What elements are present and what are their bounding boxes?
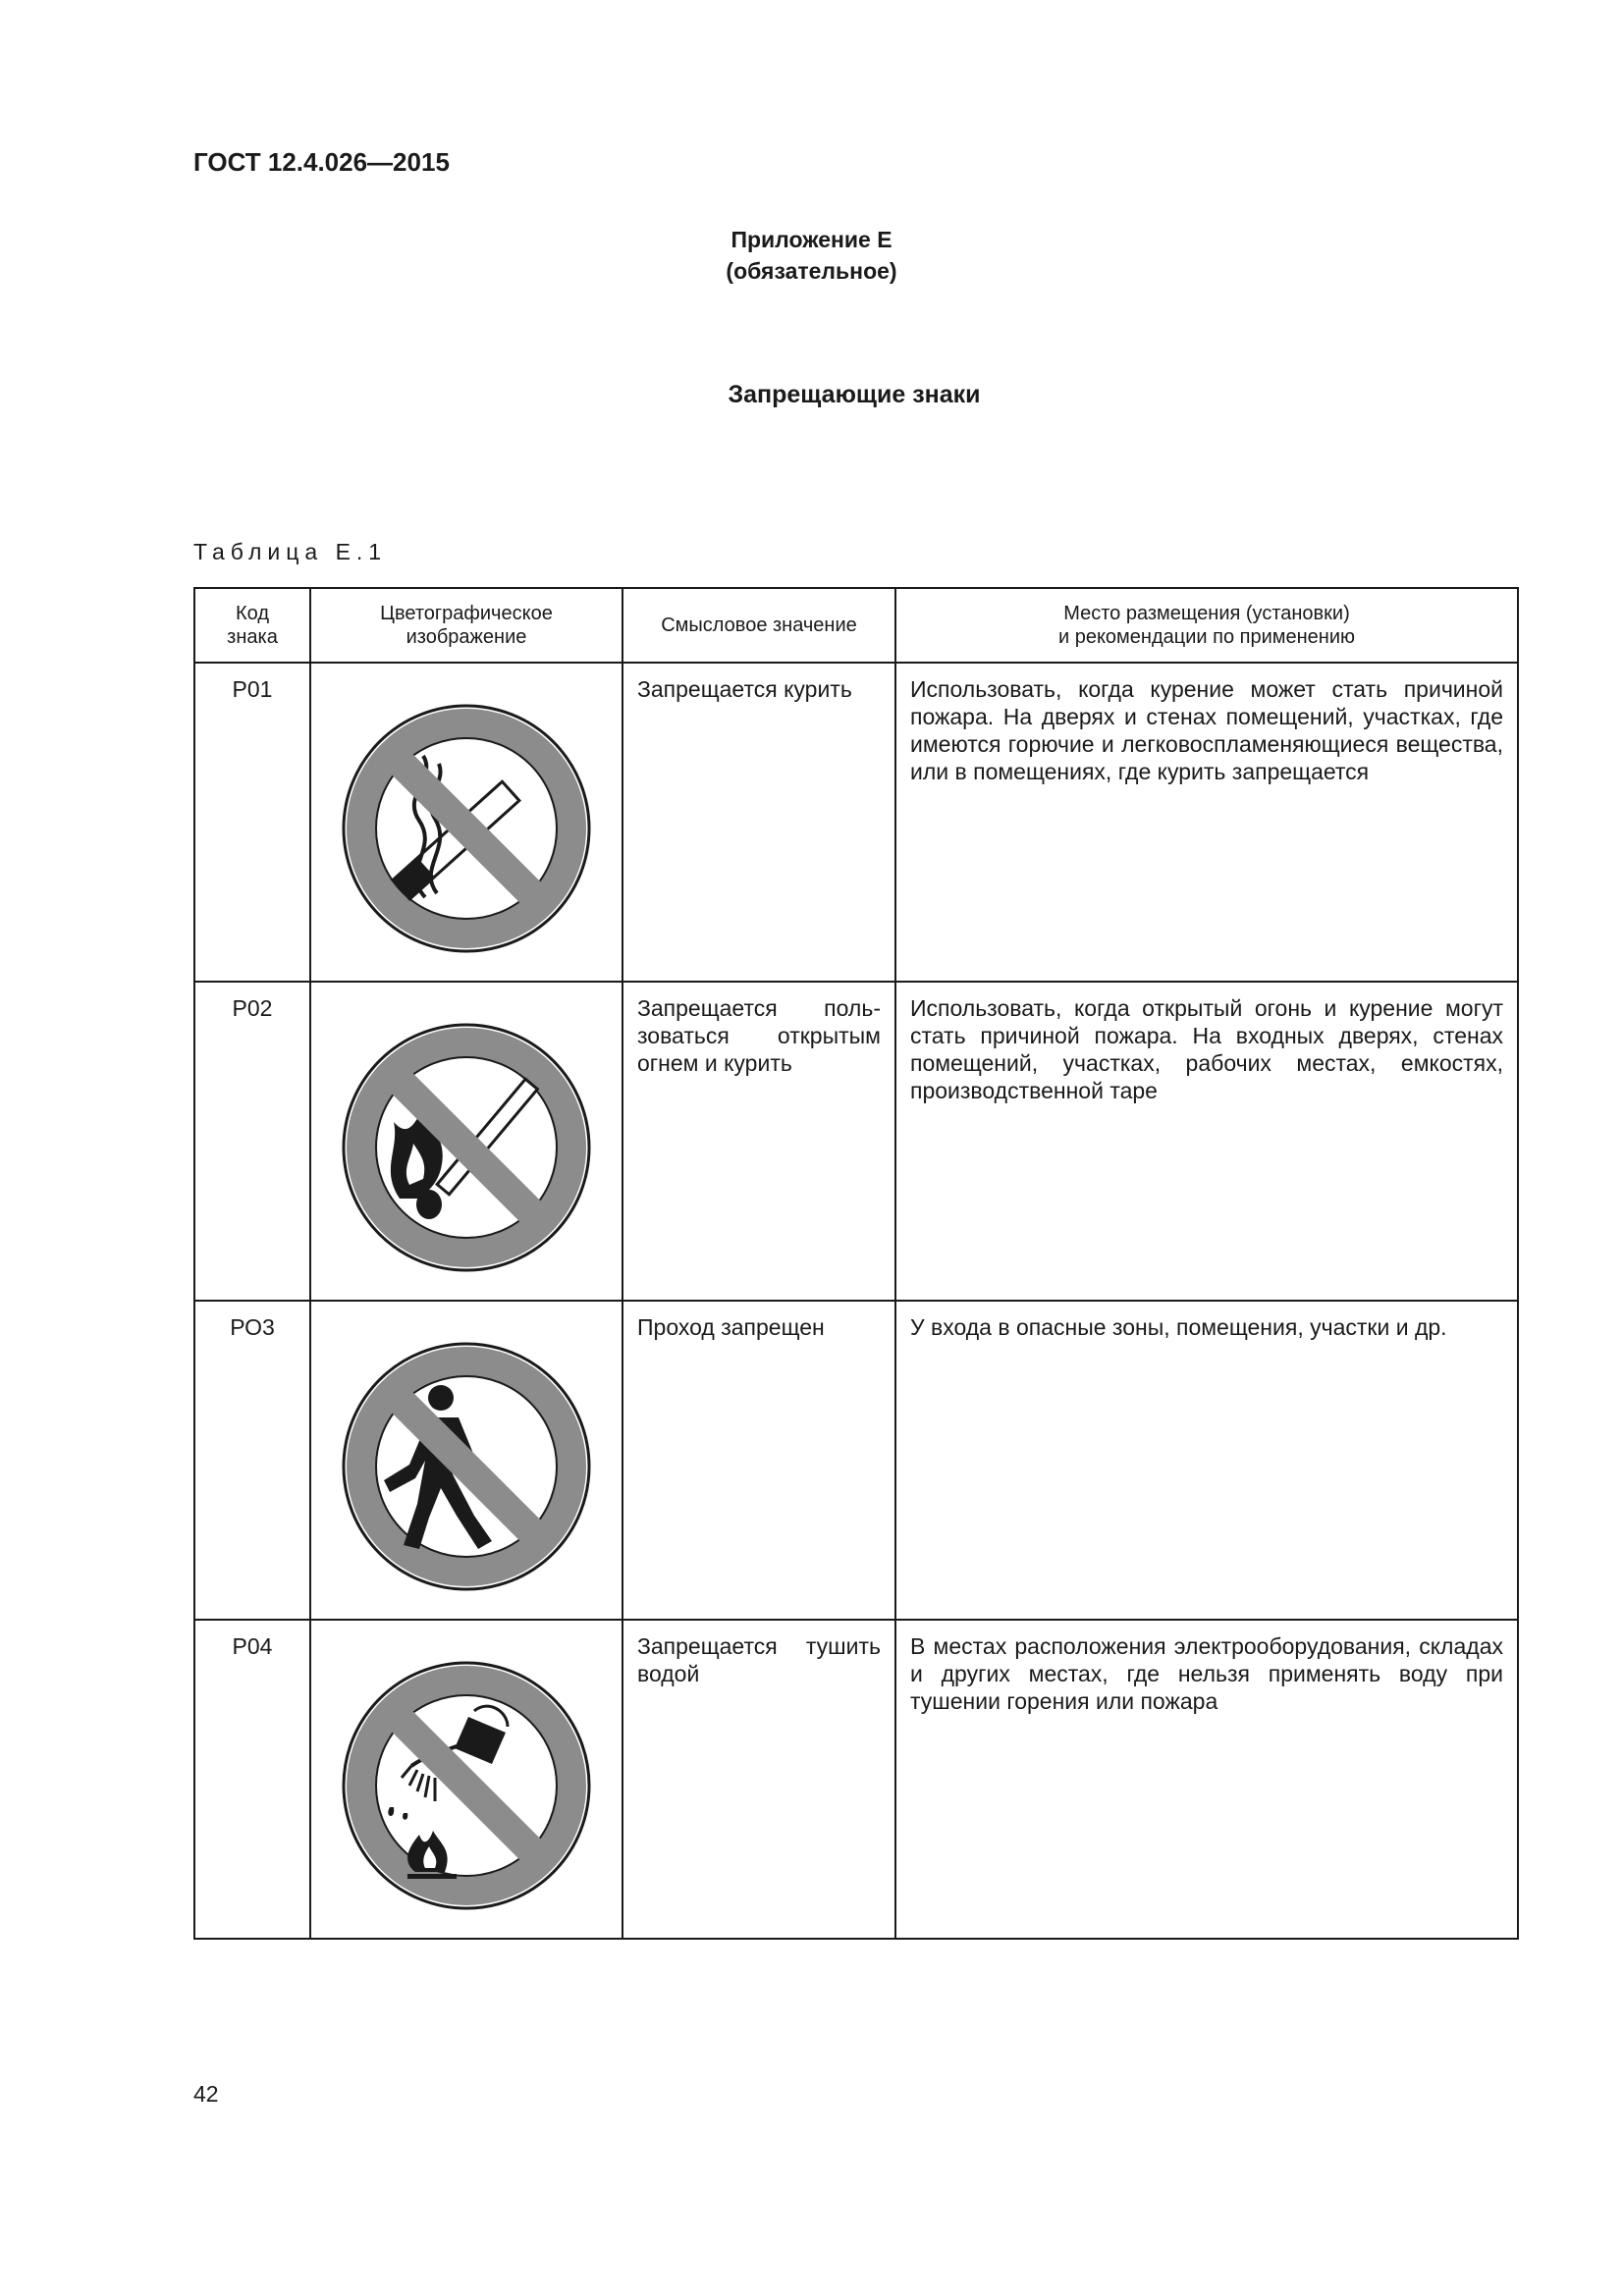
no-open-flame-sign-icon [331, 1012, 602, 1283]
appendix-status: (обязательное) [726, 258, 897, 284]
sign-code: Р04 [194, 1620, 310, 1939]
appendix-title: Приложение Е [730, 227, 893, 252]
sign-image-cell [310, 1620, 622, 1939]
header-meaning: Смысловое значение [622, 588, 895, 663]
sign-image-cell [310, 1301, 622, 1620]
sign-meaning: Проход запрещен [622, 1301, 895, 1620]
table-row [194, 982, 1518, 1301]
appendix-heading [0, 224, 1623, 287]
table-header-row [194, 588, 1518, 663]
no-thoroughfare-sign-icon [331, 1331, 602, 1602]
header-place [895, 588, 1518, 663]
sign-code: Р01 [194, 663, 310, 982]
document-code: ГОСТ 12.4.026—2015 [193, 147, 450, 177]
sign-meaning: Запрещается тушить водой [622, 1620, 895, 1939]
sign-image-cell [310, 982, 622, 1301]
sign-meaning: Запрещается пользоваться открытым огнем и курить [622, 982, 895, 1301]
header-place-line2: и рекомендации по применению [1057, 626, 1356, 648]
header-image [310, 588, 622, 663]
sign-placement: В местах расположения электрооборудования, складах и других местах, где нельзя применять воду при тушении горения или пожара [895, 1620, 1518, 1939]
prohibition-signs-table [193, 587, 1519, 1940]
sign-code: Р02 [194, 982, 310, 1301]
table-row [194, 1620, 1518, 1939]
no-water-extinguishing-sign-icon [331, 1650, 602, 1921]
no-smoking-sign-icon [331, 693, 602, 964]
sign-placement: Использовать, когда курение может стать причиной пожара. На дверях и стенах помещений, участках, где имеются горючие и легковоспламеняющиеся вещества, или в помещениях, где курить запрещается [895, 663, 1518, 982]
header-place-line1: Место размещения (установки) [1063, 603, 1350, 624]
header-image-line1: Цветографическое [380, 603, 553, 624]
header-code-line1: Код [235, 603, 269, 624]
header-image-line2: изображение [406, 626, 527, 648]
table-row [194, 1301, 1518, 1620]
table-row [194, 663, 1518, 982]
sign-image-cell [310, 663, 622, 982]
sign-placement: Использовать, когда открытый огонь и курение могут стать причиной пожара. На входных дверях, стенах помещений, участках, рабочих местах, емкостях, производственной таре [895, 982, 1518, 1301]
header-code-line2: знака [227, 626, 278, 648]
sign-meaning: Запрещается курить [622, 663, 895, 982]
sign-placement: У входа в опасные зоны, помещения, участки и др. [895, 1301, 1518, 1620]
sign-code: РО3 [194, 1301, 310, 1620]
header-code [194, 588, 310, 663]
section-title: Запрещающие знаки [728, 381, 981, 408]
table-caption: Таблица Е.1 [193, 539, 388, 564]
page-number: 42 [193, 2081, 219, 2107]
